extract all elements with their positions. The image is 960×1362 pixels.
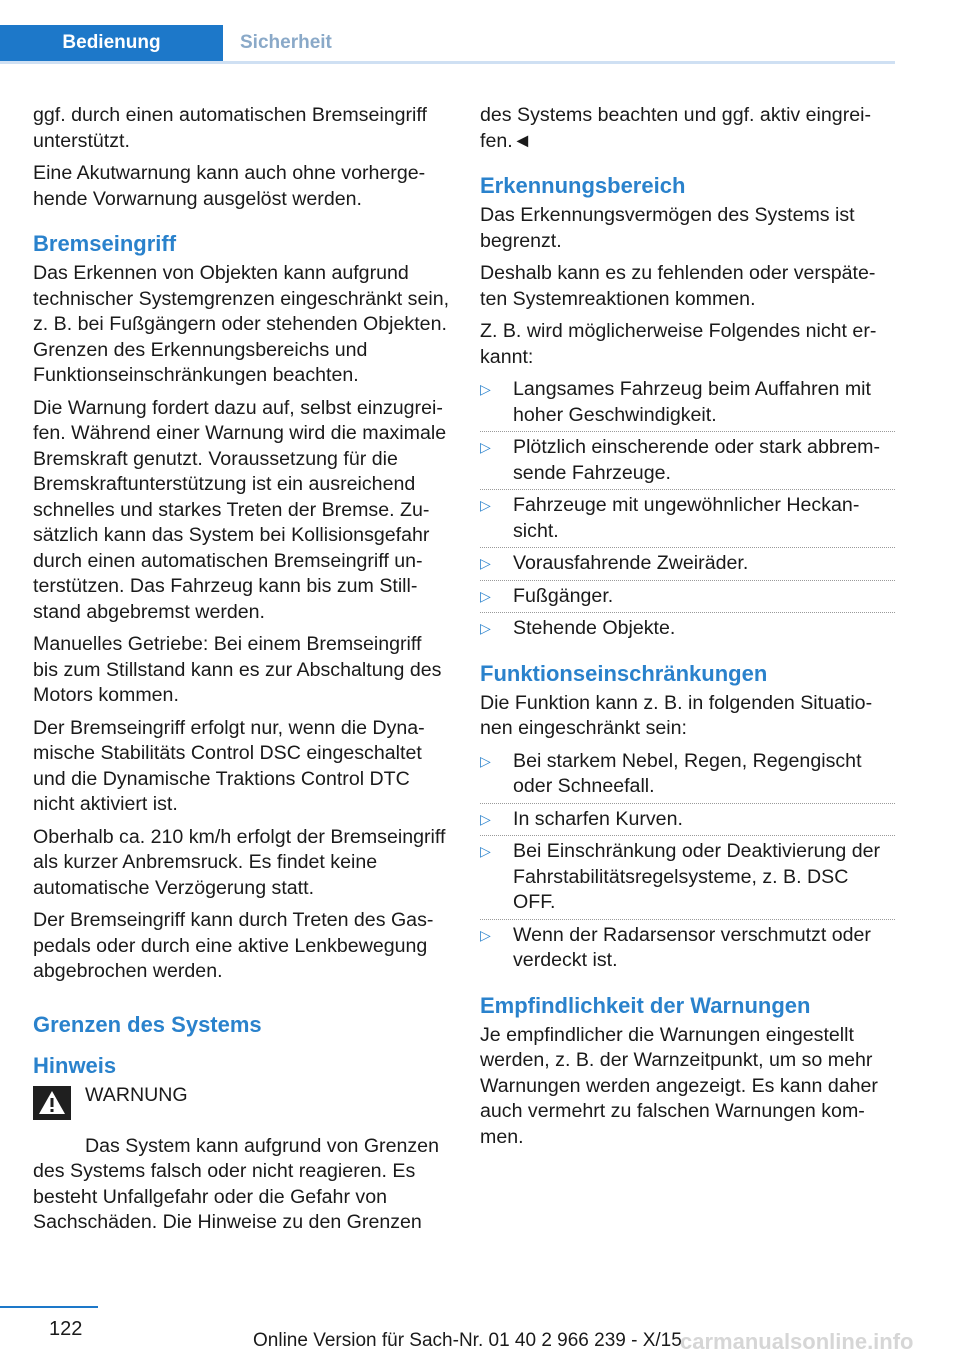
right-column [480, 103, 895, 1157]
paragraph: ggf. durch einen automatischen Bremseingriff unterstützt. [33, 104, 427, 152]
paragraph: Oberhalb ca. 210 km/h erfolgt der Bremseingriff als kurzer Anbremsruck. Es findet keine automatische Verzögerung statt. [33, 825, 446, 899]
header-divider [0, 61, 895, 64]
triangle-bullet-icon: ▷ [480, 926, 491, 943]
heading-grenzen-des-systems: Grenzen des Systems [33, 1011, 262, 1037]
heading-funktionseinschraenkungen: Funktionseinschränkungen [480, 660, 768, 686]
list-situationen [480, 749, 895, 974]
paragraph: Manuelles Getriebe: Bei einem Bremseingriff bis zum Stillstand kann es zur Abschaltung des Motors kommen. [33, 633, 442, 706]
triangle-bullet-icon: ▷ [480, 439, 491, 455]
list-item: ▷ Plötzlich einscherende oder stark abbremsende Fahrzeuge. [480, 435, 895, 486]
paragraph: Je empfindlicher die Warnungen eingestellt werden, z. B. der Warnzeitpunkt, um so mehr Warnungen werden angezeigt. Es kann daher auch vermehrt zu falschen Warnungen kommen. [480, 1023, 878, 1148]
watermark: carmanualsonline.info [680, 1329, 914, 1354]
header-tabbar [0, 25, 895, 61]
heading-empfindlichkeit: Empfindlichkeit der Warnungen [480, 992, 811, 1018]
list-item: ▷ Bei Einschränkung oder Deaktivierung der Fahrstabilitätsregelsysteme, z. B. DSC OFF. [480, 839, 895, 916]
triangle-bullet-icon: ▷ [480, 752, 491, 769]
list-item: ▷ Bei starkem Nebel, Regen, Regengischt oder Schneefall. [480, 749, 895, 800]
heading-hinweis: Hinweis [33, 1052, 117, 1078]
footer-divider [0, 1306, 98, 1308]
triangle-bullet-icon: ▷ [480, 555, 491, 571]
list-item: ▷ Vorausfahrende Zweiräder. [480, 551, 895, 577]
paragraph: Eine Akutwarnung kann auch ohne vorhergehende Vorwarnung ausgelöst werden. [33, 162, 426, 210]
triangle-bullet-icon: ▷ [480, 381, 491, 397]
page-number: 122 [49, 1318, 83, 1340]
warning-title: WARNUNG [85, 1083, 188, 1106]
heading-erkennungsbereich: Erkennungsbereich [480, 173, 686, 198]
list-item: ▷ Langsames Fahrzeug beim Auffahren mit hoher Geschwindigkeit. [480, 377, 895, 428]
paragraph: Deshalb kann es zu fehlenden oder verspäteten Systemreaktionen kommen. [480, 262, 876, 310]
list-item: ▷ In scharfen Kurven. [480, 807, 895, 833]
list-item: ▷ Wenn der Radarsensor verschmutzt oder verdeckt ist. [480, 923, 871, 971]
list-nicht-erkannt [480, 377, 895, 642]
list-item: ▷ Fahrzeuge mit ungewöhnlicher Heckansicht. [480, 493, 895, 544]
left-column [33, 103, 451, 1236]
triangle-bullet-icon: ▷ [480, 620, 491, 636]
paragraph: Z. B. wird möglicherweise Folgendes nicht erkannt: [480, 320, 877, 368]
paragraph: Der Bremseingriff erfolgt nur, wenn die Dynamische Stabilitäts Control DSC eingeschaltet und die Dynamische Traktions Control DTC nicht aktiviert ist. [33, 716, 425, 815]
list-item: ▷ Fußgänger. [480, 584, 895, 610]
triangle-bullet-icon: ▷ [480, 587, 491, 604]
warning-box [33, 1083, 451, 1236]
online-version-text: Online Version für Sach-Nr. 01 40 2 966 239 - X/15 [253, 1330, 682, 1351]
paragraph: des Systems beachten und ggf. aktiv eingreifen.◄ [480, 104, 872, 152]
list-item: ▷ Stehende Objekte. [480, 616, 895, 642]
triangle-bullet-icon: ▷ [480, 497, 491, 513]
paragraph: Der Bremseingriff kann durch Treten des Gaspedals oder durch eine aktive Lenkbewegung abgebrochen werden. [33, 909, 434, 982]
heading-bremseingriff: Bremseingriff [33, 231, 177, 256]
tab-bedienung[interactable]: Bedienung [0, 25, 223, 61]
triangle-bullet-icon: ▷ [480, 843, 491, 859]
paragraph: Die Funktion kann z. B. in folgenden Situationen eingeschränkt sein: [480, 691, 873, 739]
paragraph: Die Warnung fordert dazu auf, selbst einzugreifen. Während einer Warnung wird die maximale Bremskraft genutzt. Voraussetzung für die Bremskraftunterstützung ist ein ausreichend schnelles und starkes Treten der Bremse. Zusätzlich kann das System bei Kollisionsgefahr durch einen automatischen Bremseingriff unterstützen. Das Fahrzeug kann bis zum Stillstand abgebremst werden. [33, 396, 447, 623]
paragraph: Das Erkennen von Objekten kann aufgrund technischer Systemgrenzen eingeschränkt sein, z. B. bei Fußgängern oder stehenden Objekten. Grenzen des Erkennungsbereichs und Funktionseinschränkungen beachten. [33, 262, 450, 386]
warning-text: Das System kann aufgrund von Grenzen des Systems falsch oder nicht reagieren. Es besteht Unfallgefahr oder die Gefahr von Sachschäden. Die Hinweise zu den Grenzen [33, 1134, 439, 1233]
tab-sicherheit[interactable]: Sicherheit [240, 32, 332, 53]
paragraph: Das Erkennungsvermögen des Systems ist begrenzt. [480, 204, 855, 252]
triangle-bullet-icon: ▷ [480, 810, 491, 827]
warning-triangle-icon [33, 1086, 71, 1120]
